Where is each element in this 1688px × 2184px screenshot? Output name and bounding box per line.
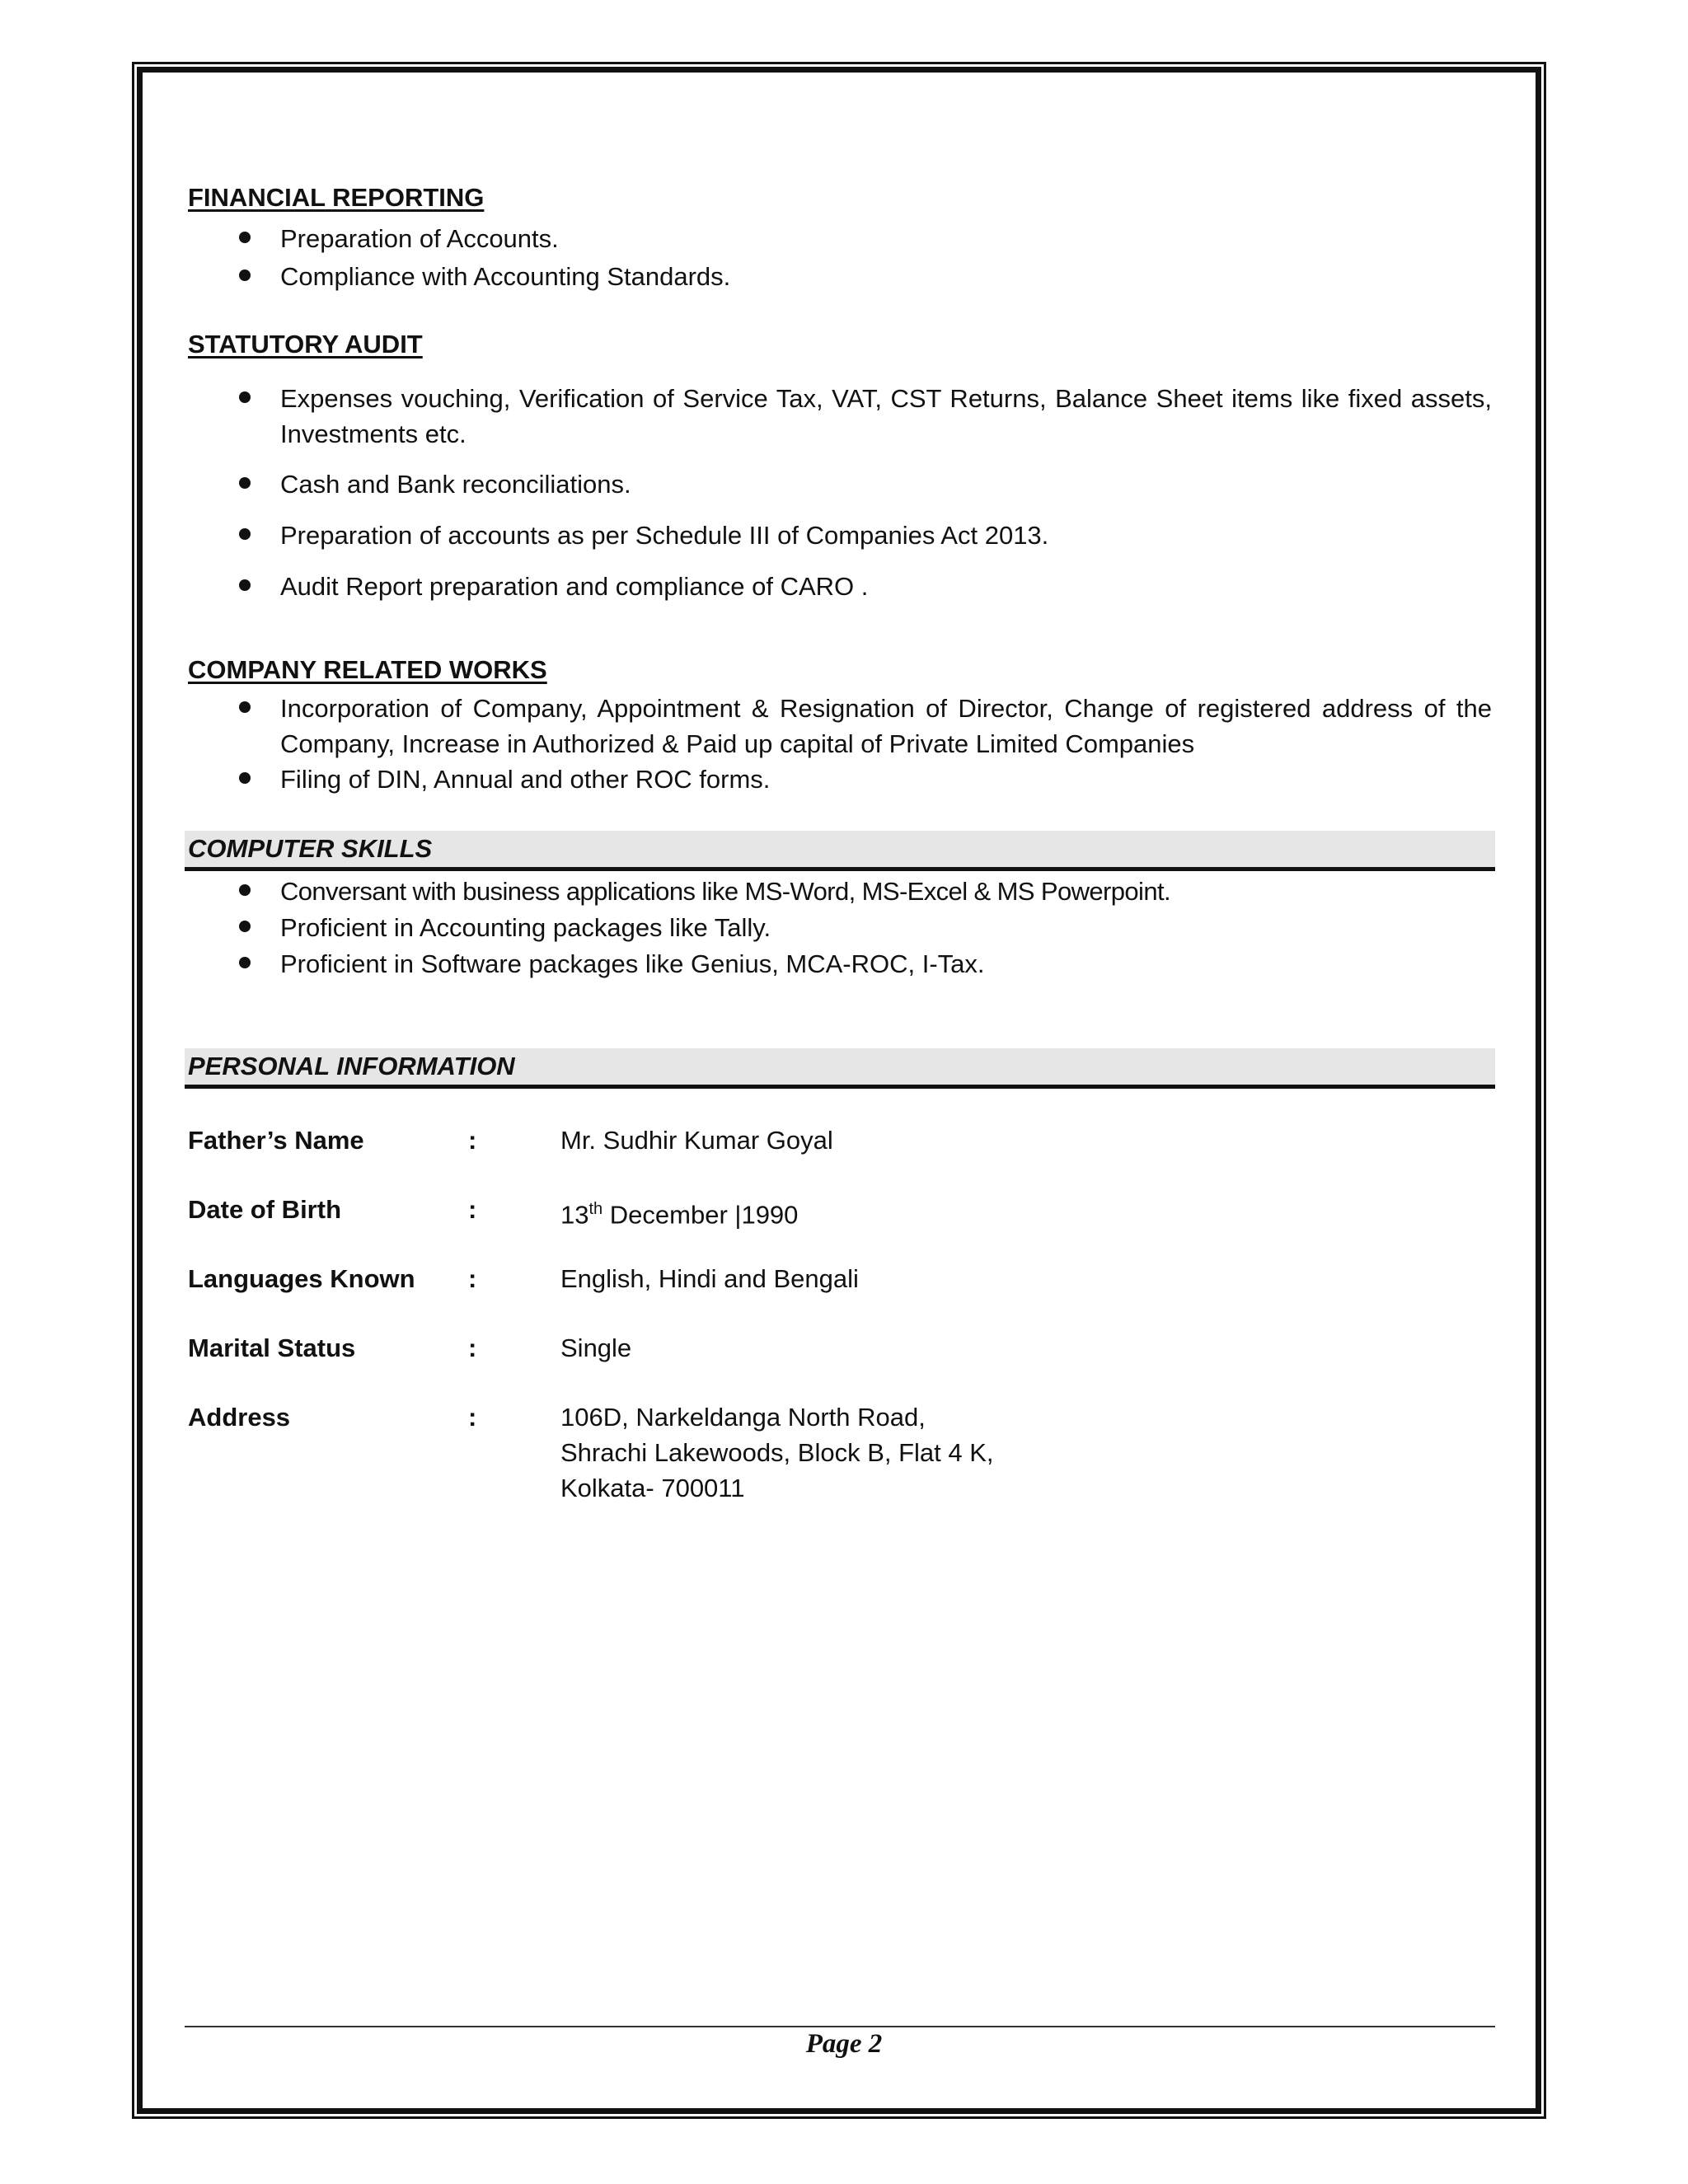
languages-known-label: Languages Known	[188, 1264, 415, 1293]
date-of-birth-label: Date of Birth	[188, 1195, 341, 1224]
colon-separator: :	[468, 1126, 477, 1155]
fathers-name-label: Father’s Name	[188, 1126, 364, 1155]
bullet-icon	[239, 957, 251, 968]
languages-known-value: English, Hindi and Bengali	[560, 1264, 859, 1293]
bullet-icon	[239, 921, 251, 932]
footer-divider	[185, 2026, 1495, 2027]
bullet-icon	[239, 269, 251, 281]
address-line: Kolkata- 700011	[560, 1474, 745, 1502]
bullet-icon	[239, 232, 251, 243]
bullet-icon	[239, 884, 251, 896]
colon-separator: :	[468, 1264, 477, 1293]
page-number: Page 2	[805, 2029, 883, 2059]
colon-separator: :	[468, 1195, 477, 1224]
bullet-icon	[239, 772, 251, 784]
marital-status-label: Marital Status	[188, 1333, 356, 1362]
address-line: 106D, Narkeldanga North Road,	[560, 1403, 926, 1432]
bullet-icon	[239, 528, 251, 540]
section-heading-computer-skills: COMPUTER SKILLS	[188, 834, 433, 863]
address-label: Address	[188, 1403, 291, 1432]
section-band-personal-information	[185, 1048, 1495, 1089]
date-of-birth-value: 13th December |1990	[560, 1200, 799, 1230]
bullet-icon	[239, 391, 251, 403]
address-value	[560, 1399, 994, 1506]
marital-status-value: Single	[560, 1333, 632, 1362]
section-heading-personal-information: PERSONAL INFORMATION	[188, 1052, 515, 1080]
page-border-inner	[137, 67, 1541, 2114]
bullet-icon	[239, 701, 251, 713]
section-band-computer-skills	[185, 831, 1495, 871]
fathers-name-value: Mr. Sudhir Kumar Goyal	[560, 1126, 833, 1155]
section-heading-financial-reporting: FINANCIAL REPORTING	[188, 183, 485, 212]
bullet-icon	[239, 579, 251, 591]
section-heading-statutory-audit: STATUTORY AUDIT	[188, 330, 423, 359]
colon-separator: :	[468, 1333, 477, 1362]
bullet-icon	[239, 477, 251, 489]
section-heading-company-related-works: COMPANY RELATED WORKS	[188, 655, 547, 684]
address-line: Shrachi Lakewoods, Block B, Flat 4 K,	[560, 1438, 994, 1467]
colon-separator: :	[468, 1403, 477, 1432]
